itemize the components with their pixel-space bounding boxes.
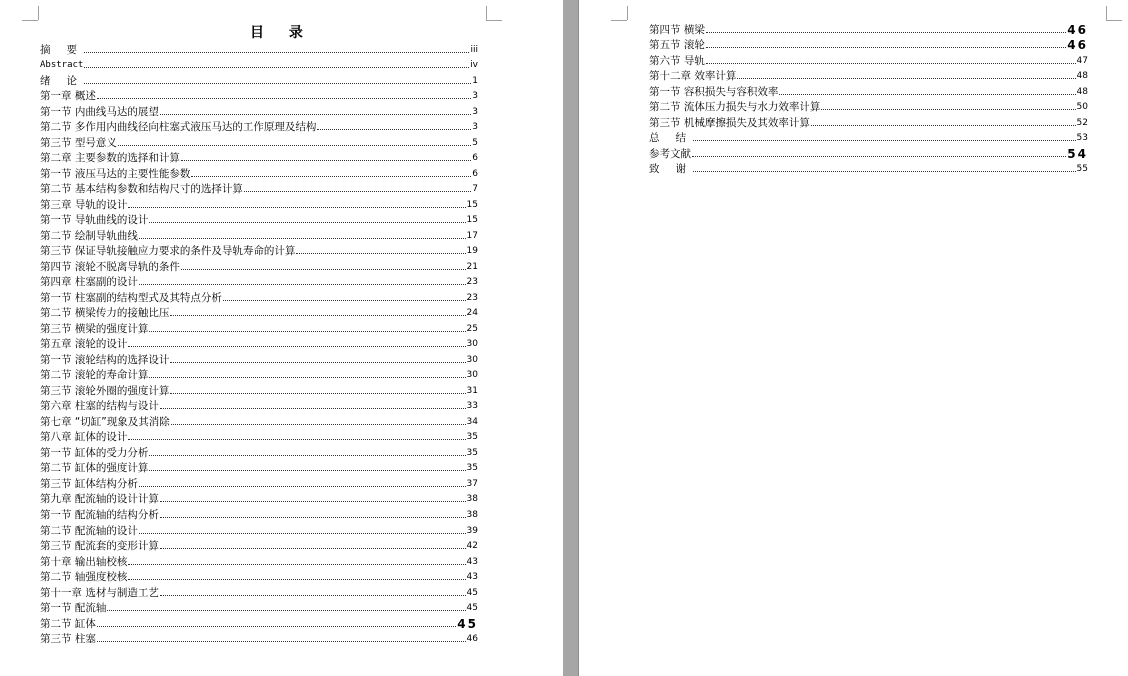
toc-leader	[149, 376, 465, 378]
toc-entry-label: 第三节 机械摩擦损失及其效率计算	[649, 116, 810, 129]
toc-entry-label: 第三节 配流套的变形计算	[40, 540, 159, 553]
toc-entry[interactable]	[40, 319, 478, 335]
toc-entry-label: Abstract	[40, 60, 84, 71]
toc-entry-page: 15	[466, 215, 478, 226]
toc-entry-page: 31	[466, 385, 478, 396]
toc-entry[interactable]	[40, 273, 478, 289]
toc-leader	[84, 82, 471, 84]
toc-entry[interactable]	[40, 505, 478, 521]
page-corner-mark	[1106, 20, 1122, 21]
toc-entry-label: 致 谢	[649, 163, 693, 176]
toc-leader	[97, 625, 456, 627]
toc-entry-page: 38	[466, 509, 478, 520]
toc-entry-label: 第七章 “切缸”现象及其消除	[40, 415, 170, 428]
toc-entry-page: 24	[466, 308, 478, 319]
toc-entry-page: 3	[472, 91, 478, 102]
toc-entry-label: 第四节 横梁	[649, 23, 705, 36]
toc-entry-label: 第三节 横梁的强度计算	[40, 322, 149, 335]
toc-entry-label: 第二节 缸体的强度计算	[40, 462, 149, 475]
toc-leader	[317, 128, 471, 130]
toc-entry[interactable]	[40, 335, 478, 351]
toc-entry[interactable]	[649, 113, 1088, 129]
toc-entry[interactable]	[40, 474, 478, 490]
toc-entry[interactable]	[40, 195, 478, 211]
toc-entry[interactable]	[40, 226, 478, 242]
toc-entry[interactable]	[40, 288, 478, 304]
toc-entry-label: 绪 论	[40, 74, 84, 87]
toc-entry-label: 摘 要	[40, 43, 84, 56]
toc-entry[interactable]	[40, 180, 478, 196]
toc-entry-label: 第三节 保证导轨接触应力要求的条件及导轨寿命的计算	[40, 245, 296, 258]
toc-leader	[811, 124, 1076, 126]
toc-entry[interactable]	[649, 51, 1088, 67]
toc-entry-page: 21	[466, 261, 478, 272]
toc-entry-label: 第二节 多作用内曲线径向柱塞式液压马达的工作原理及结构	[40, 121, 317, 134]
toc-entry-page: 45	[457, 616, 478, 631]
toc-entry-page: 34	[466, 416, 478, 427]
toc-entry-label: 第一节 导轨曲线的设计	[40, 214, 149, 227]
toc-leader	[128, 563, 465, 565]
toc-entry-page: 3	[472, 122, 478, 133]
toc-leader	[170, 314, 465, 316]
toc-entry[interactable]	[40, 428, 478, 444]
toc-entry-page: 6	[472, 168, 478, 179]
toc-entry-page: 19	[466, 246, 478, 257]
toc-entry-page: iv	[470, 60, 478, 71]
toc-entry[interactable]	[40, 87, 478, 103]
toc-entry[interactable]	[40, 40, 478, 56]
toc-entry[interactable]	[40, 537, 478, 553]
toc-entry[interactable]	[40, 397, 478, 413]
toc-entry-label: 第二节 基本结构参数和结构尺寸的选择计算	[40, 183, 243, 196]
toc-entry-label: 第一节 内曲线马达的展望	[40, 105, 159, 118]
toc-entry[interactable]	[40, 118, 478, 134]
toc-entry-label: 第十章 输出轴校核	[40, 555, 128, 568]
toc-entry-page: 42	[466, 541, 478, 552]
toc-entry-page: 46	[466, 634, 478, 645]
toc-entry[interactable]	[40, 242, 478, 258]
toc-entry-label: 第一节 配流轴	[40, 602, 107, 615]
page-corner-mark	[1106, 6, 1107, 20]
toc-entry-label: 第一节 液压马达的主要性能参数	[40, 167, 191, 180]
toc-entry[interactable]	[40, 149, 478, 165]
toc-leader	[139, 532, 466, 534]
toc-title: 目 录	[250, 25, 313, 41]
toc-entry[interactable]	[649, 20, 1088, 36]
toc-entry-label: 第六章 柱塞的结构与设计	[40, 400, 159, 413]
toc-entry[interactable]	[649, 144, 1088, 160]
page-gap	[563, 0, 579, 676]
toc-entry-label: 第三节 缸体结构分析	[40, 477, 138, 490]
toc-entry[interactable]	[40, 443, 478, 459]
toc-entry-label: 第一章 概述	[40, 90, 96, 103]
toc-leader	[181, 159, 471, 161]
toc-entry-page: 35	[466, 447, 478, 458]
toc-entry-page: 55	[1076, 164, 1088, 175]
toc-entry[interactable]	[40, 583, 478, 599]
toc-leader	[692, 155, 1066, 157]
toc-entry-label: 第一节 柱塞副的结构型式及其特点分析	[40, 291, 222, 304]
toc-leader	[160, 547, 466, 549]
toc-entry-label: 第十一章 选材与制造工艺	[40, 586, 159, 599]
toc-entry-label: 第五节 滚轮	[649, 39, 705, 52]
toc-entry-label: 第一节 滚轮结构的选择设计	[40, 353, 170, 366]
toc-entry[interactable]	[40, 412, 478, 428]
toc-entry[interactable]	[40, 568, 478, 584]
toc-entry[interactable]	[649, 129, 1088, 145]
toc-entry-page: 37	[466, 478, 478, 489]
toc-leader	[160, 407, 466, 409]
toc-entry-label: 第五章 滚轮的设计	[40, 338, 128, 351]
toc-leader	[128, 206, 465, 208]
toc-entry-page: 25	[466, 323, 478, 334]
toc-entry-page: 5	[472, 137, 478, 148]
toc-leader	[693, 139, 1075, 141]
toc-entry[interactable]	[40, 211, 478, 227]
toc-entry[interactable]	[40, 630, 478, 646]
toc-leader	[149, 221, 465, 223]
toc-entry-page: 17	[466, 230, 478, 241]
toc-leader	[296, 252, 465, 254]
toc-entry-label: 第六节 导轨	[649, 54, 705, 67]
toc-entry-label: 第一节 缸体的受力分析	[40, 446, 149, 459]
toc-entry-page: 35	[466, 432, 478, 443]
toc-leader	[84, 51, 469, 53]
toc-entry-label: 第三节 滚轮外圈的强度计算	[40, 384, 170, 397]
toc-leader	[737, 77, 1075, 79]
toc-entry[interactable]	[40, 257, 478, 273]
toc-leader	[160, 516, 466, 518]
toc-leader	[97, 640, 466, 642]
document-page-right	[579, 0, 1128, 676]
toc-entry[interactable]	[40, 304, 478, 320]
toc-entry-label: 第二节 滚轮的寿命计算	[40, 369, 149, 382]
toc-entry[interactable]	[40, 490, 478, 506]
toc-entry[interactable]	[40, 521, 478, 537]
toc-leader	[139, 485, 466, 487]
toc-leader	[706, 46, 1066, 48]
toc-leader	[128, 578, 465, 580]
toc-entry-label: 第二节 绘制导轨曲线	[40, 229, 138, 242]
toc-entry-label: 参考文献	[649, 147, 691, 160]
toc-entry[interactable]	[40, 102, 478, 118]
toc-leader	[223, 299, 466, 301]
toc-entry-page: 52	[1076, 117, 1088, 128]
toc-list-right	[649, 20, 1088, 175]
toc-entry-page: 38	[466, 494, 478, 505]
toc-entry-label: 第八章 缸体的设计	[40, 431, 128, 444]
toc-entry[interactable]	[649, 160, 1088, 176]
toc-leader	[139, 283, 466, 285]
toc-entry-page: 48	[1076, 86, 1088, 97]
toc-leader	[128, 438, 465, 440]
toc-entry-label: 第四节 滚轮不脱离导轨的条件	[40, 260, 180, 273]
toc-entry[interactable]	[40, 381, 478, 397]
toc-leader	[706, 62, 1076, 64]
toc-entry[interactable]	[40, 552, 478, 568]
toc-entry-page: 23	[466, 292, 478, 303]
toc-leader	[191, 175, 471, 177]
toc-leader	[149, 330, 465, 332]
toc-leader	[779, 93, 1075, 95]
toc-entry-page: 23	[466, 277, 478, 288]
toc-entry-label: 第三节 柱塞	[40, 633, 96, 646]
toc-entry[interactable]	[40, 71, 478, 87]
toc-leader	[97, 97, 471, 99]
toc-entry-page: 30	[466, 370, 478, 381]
toc-entry-page: 54	[1067, 146, 1088, 161]
toc-entry-label: 第一节 配流轴的结构分析	[40, 508, 159, 521]
toc-entry-page: 45	[466, 587, 478, 598]
toc-leader	[706, 31, 1066, 33]
toc-entry-label: 第三节 型号意义	[40, 136, 117, 149]
toc-leader	[160, 113, 471, 115]
page-corner-mark	[22, 20, 38, 21]
toc-leader	[181, 268, 466, 270]
toc-entry[interactable]	[40, 56, 478, 72]
toc-leader	[149, 469, 465, 471]
toc-entry-label: 第十二章 效率计算	[649, 70, 737, 83]
toc-entry-label: 第二节 配流轴的设计	[40, 524, 138, 537]
toc-entry[interactable]	[40, 459, 478, 475]
toc-leader	[170, 361, 465, 363]
toc-list-left	[40, 40, 478, 645]
toc-entry-page: 7	[472, 184, 478, 195]
toc-leader	[160, 500, 466, 502]
toc-leader	[244, 190, 471, 192]
toc-leader	[170, 392, 465, 394]
toc-entry[interactable]	[40, 599, 478, 615]
toc-leader	[128, 345, 465, 347]
toc-entry-page: 1	[472, 75, 478, 86]
toc-entry-label: 第二节 缸体	[40, 617, 96, 630]
toc-entry-page: 53	[1076, 133, 1088, 144]
toc-entry-page: 48	[1076, 71, 1088, 82]
toc-entry[interactable]	[40, 366, 478, 382]
toc-leader	[149, 454, 465, 456]
toc-entry-page: 30	[466, 354, 478, 365]
toc-entry-page: 6	[472, 153, 478, 164]
toc-entry-label: 第二章 主要参数的选择和计算	[40, 152, 180, 165]
page-corner-mark	[486, 20, 502, 21]
toc-entry-label: 第二节 流体压力损失与水力效率计算	[649, 101, 821, 114]
toc-entry-label: 第九章 配流轴的设计计算	[40, 493, 159, 506]
toc-entry-label: 第一节 容积损失与容积效率	[649, 85, 779, 98]
toc-entry[interactable]	[40, 614, 478, 630]
page-corner-mark	[38, 6, 39, 20]
toc-entry-page: 47	[1076, 55, 1088, 66]
toc-entry-label: 总 结	[649, 132, 693, 145]
toc-leader	[139, 237, 466, 239]
toc-entry-page: 15	[466, 199, 478, 210]
toc-entry-label: 第三章 导轨的设计	[40, 198, 128, 211]
toc-entry[interactable]	[649, 82, 1088, 98]
toc-entry-page: 46	[1067, 22, 1088, 37]
toc-leader	[84, 66, 469, 68]
toc-entry[interactable]	[40, 350, 478, 366]
toc-entry-page: 46	[1067, 38, 1088, 53]
toc-entry-page: 43	[466, 556, 478, 567]
toc-entry-page: 39	[466, 525, 478, 536]
toc-leader	[107, 609, 465, 611]
toc-leader	[821, 108, 1075, 110]
toc-entry[interactable]	[649, 98, 1088, 114]
toc-entry-page: 33	[466, 401, 478, 412]
toc-leader	[693, 170, 1075, 172]
toc-leader	[118, 144, 471, 146]
toc-entry[interactable]	[40, 133, 478, 149]
toc-entry[interactable]	[649, 36, 1088, 52]
page-corner-mark	[627, 6, 628, 20]
document-page-left	[0, 0, 563, 676]
toc-entry-page: 50	[1076, 102, 1088, 113]
page-corner-mark	[611, 20, 627, 21]
toc-leader	[160, 594, 466, 596]
toc-leader	[171, 423, 466, 425]
toc-entry[interactable]	[649, 67, 1088, 83]
toc-entry-label: 第二节 轴强度校核	[40, 571, 128, 584]
toc-entry-page: 3	[472, 106, 478, 117]
toc-entry-label: 第二节 横梁传力的接触比压	[40, 307, 170, 320]
page-corner-mark	[486, 6, 487, 20]
toc-entry-page: 35	[466, 463, 478, 474]
toc-entry[interactable]	[40, 164, 478, 180]
toc-entry-page: 45	[466, 603, 478, 614]
toc-entry-page: 43	[466, 572, 478, 583]
toc-entry-page: iii	[470, 44, 478, 55]
toc-entry-label: 第四章 柱塞副的设计	[40, 276, 138, 289]
toc-entry-page: 30	[466, 339, 478, 350]
